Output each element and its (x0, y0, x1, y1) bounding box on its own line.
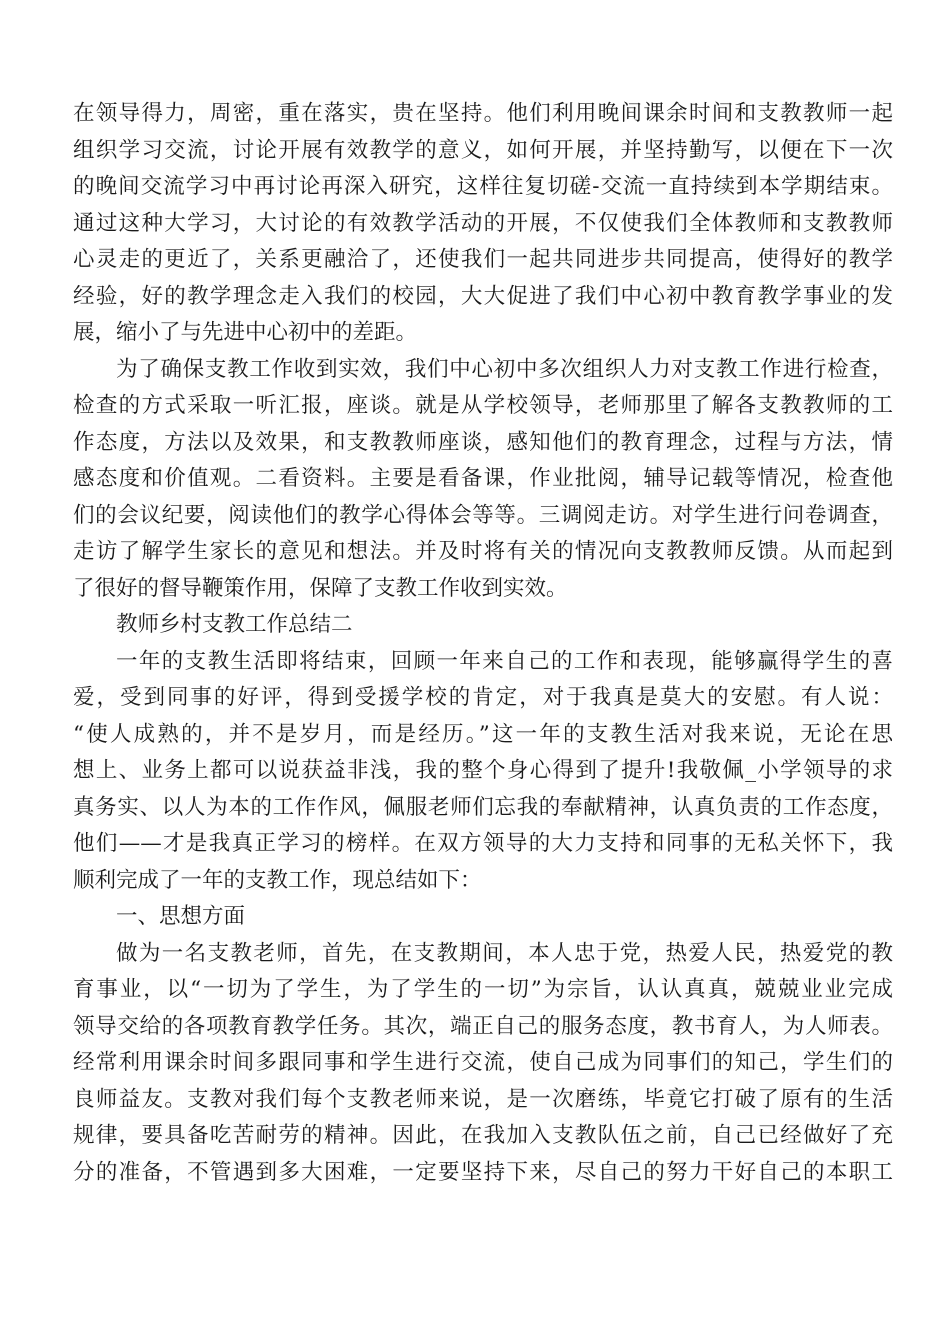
text-line: 感态度和价值观。二看资料。主要是看备课，作业批阅，辅导记载等情况，检查他 (73, 466, 893, 491)
text-line: 教师乡村支教工作总结二 (116, 612, 353, 637)
text-line: 通过这种大学习，大讨论的有效教学活动的开展，不仅使我们全体教师和支教教师 (73, 210, 893, 236)
text-line: 了很好的督导鞭策作用，保障了支教工作收到实效。 (73, 575, 568, 601)
text-line: 做为一名支教老师，首先，在支教期间，本人忠于党，热爱人民，热爱党的教 (116, 940, 893, 966)
body-text (73, 96, 893, 1191)
text-line: 规律，要具备吃苦耐劳的精神。因此，在我加入支教队伍之前，自己已经做好了充 (73, 1123, 893, 1148)
text-line: 分的准备，不管遇到多大困难，一定要坚持下来，尽自己的努力干好自己的本职工 (73, 1159, 893, 1185)
text-line: 作态度，方法以及效果，和支教教师座谈，感知他们的教育理念，过程与方法，情 (73, 429, 893, 455)
text-line: 他们——才是我真正学习的榜样。在双方领导的大力支持和同事的无私关怀下，我 (73, 831, 893, 856)
text-line: 展，缩小了与先进中心初中的差距。 (73, 320, 418, 345)
text-line: 育事业，以“一切为了学生，为了学生的一切”为宗旨，认认真真，兢兢业业完成 (73, 977, 893, 1002)
text-line: 一、思想方面 (116, 904, 246, 929)
text-line: 检查的方式采取一听汇报，座谈。就是从学校领导，老师那里了解各支教教师的工 (73, 393, 893, 418)
text-line: 经验，好的教学理念走入我们的校园，大大促进了我们中心初中教育教学事业的发 (73, 283, 893, 309)
text-line: 良师益友。支教对我们每个支教老师来说，是一次磨练，毕竟它打破了原有的生活 (73, 1086, 893, 1112)
text-line: 走访了解学生家长的意见和想法。并及时将有关的情况向支教教师反馈。从而起到 (73, 539, 893, 564)
text-line: 想上、业务上都可以说获益非浅，我的整个身心得到了提升!我敬佩_小学领导的求 (73, 758, 893, 783)
text-line: 们的会议纪要，阅读他们的教学心得体会等等。三调阅走访。对学生进行问卷调查， (73, 502, 893, 528)
text-line: 组织学习交流，讨论开展有效教学的意义，如何开展，并坚持勤写，以便在下一次 (73, 137, 893, 163)
text-line: 爱，受到同事的好评，得到受援学校的肯定，对于我真是莫大的安慰。有人说： (73, 685, 893, 710)
text-line: 的晚间交流学习中再讨论再深入研究，这样往复切磋-交流一直持续到本学期结束。 (73, 174, 893, 199)
text-line: “使人成熟的，并不是岁月，而是经历。”这一年的支教生活对我来说，无论在思 (73, 721, 893, 747)
text-line: 领导交给的各项教育教学任务。其次，端正自己的服务态度，教书育人，为人师表。 (73, 1013, 893, 1039)
text-line: 心灵走的更近了，关系更融洽了，还使我们一起共同进步共同提高，使得好的教学 (73, 247, 893, 272)
text-line: 顺利完成了一年的支教工作，现总结如下： (73, 867, 482, 893)
text-line: 一年的支教生活即将结束，回顾一年来自己的工作和表现，能够赢得学生的喜 (116, 648, 893, 674)
text-line: 为了确保支教工作收到实效，我们中心初中多次组织人力对支教工作进行检查， (116, 356, 893, 382)
text-line: 经常利用课余时间多跟同事和学生进行交流，使自己成为同事们的知己，学生们的 (73, 1050, 893, 1075)
text-line: 真务实、以人为本的工作作风，佩服老师们忘我的奉献精神，认真负责的工作态度， (73, 794, 893, 820)
text-line: 在领导得力，周密，重在落实，贵在坚持。他们利用晚间课余时间和支教教师一起 (73, 101, 893, 126)
